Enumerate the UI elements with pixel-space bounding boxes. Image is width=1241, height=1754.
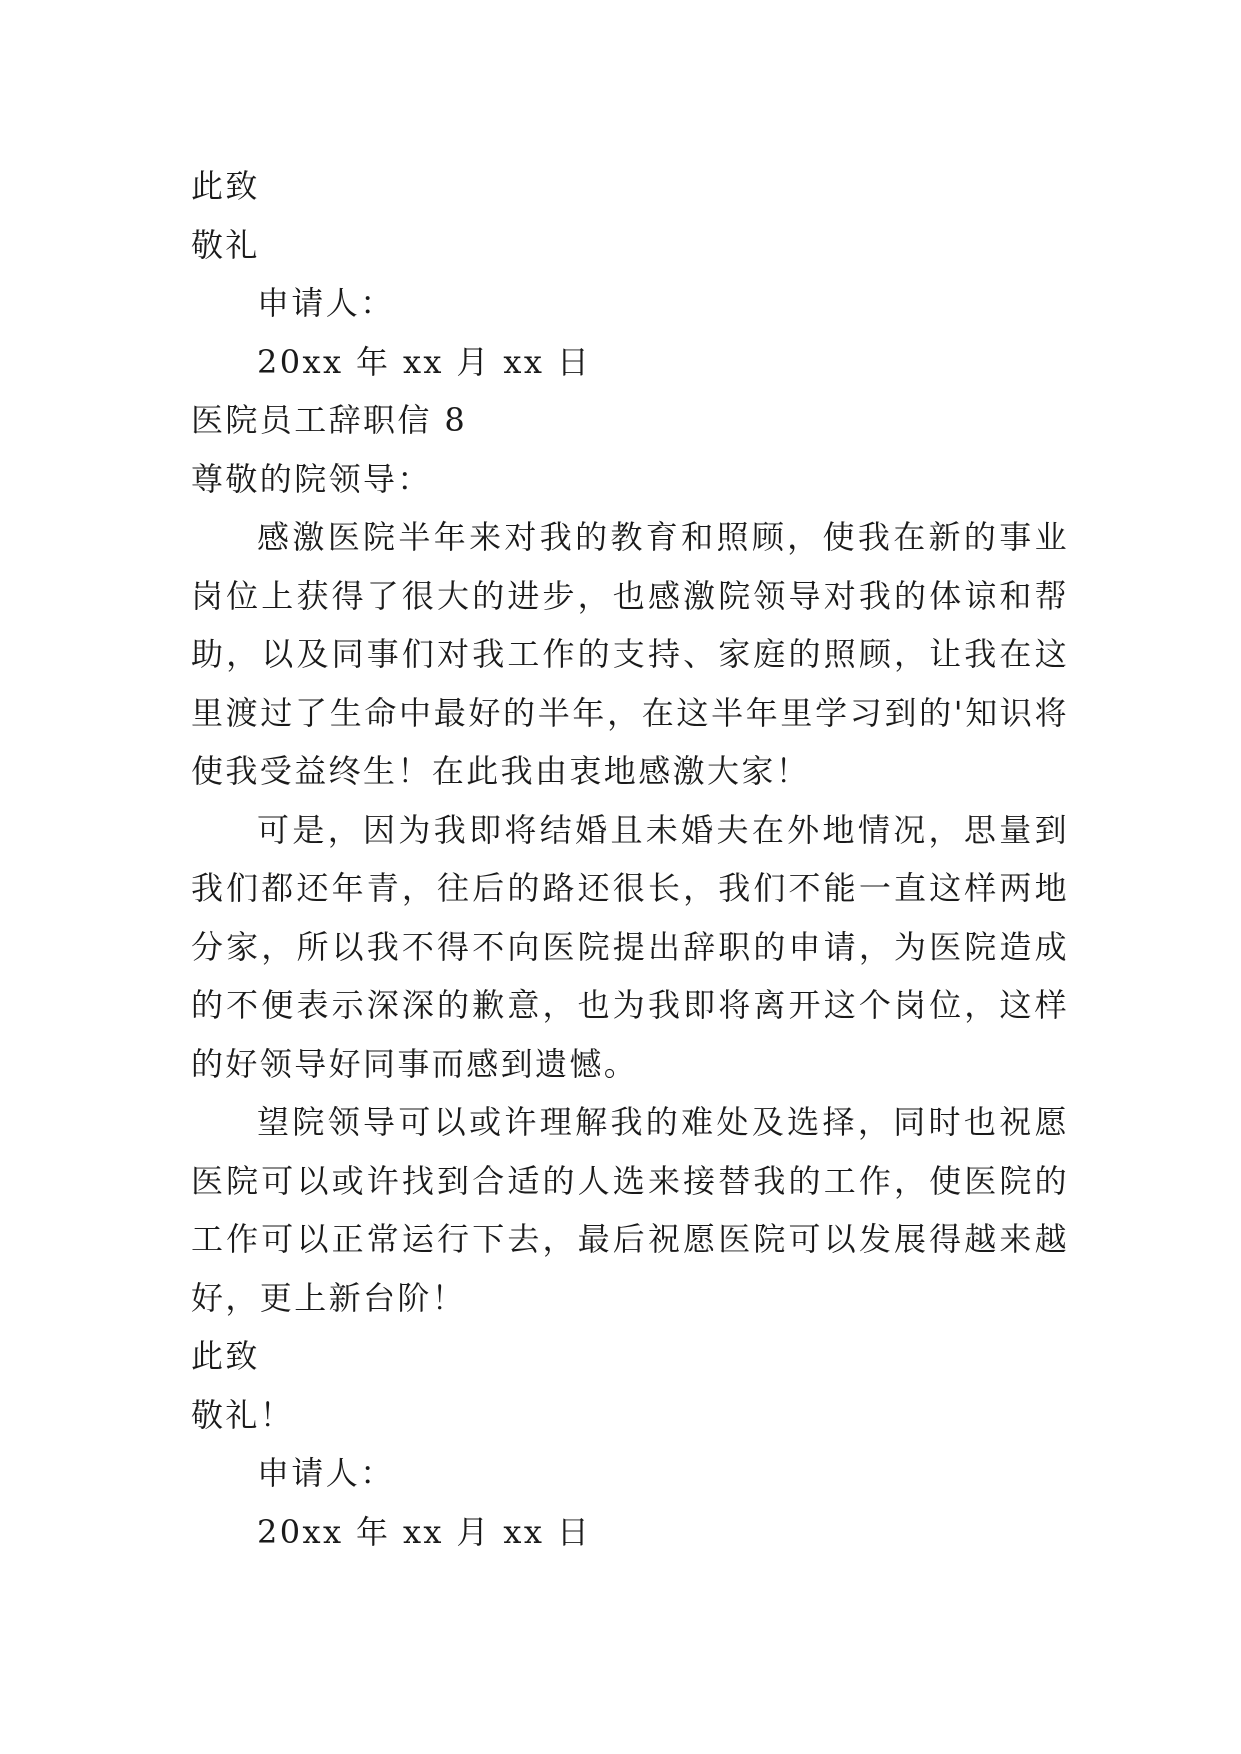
- closing-salutation: 此致: [191, 167, 260, 205]
- letter-title: 医院员工辞职信 8: [191, 401, 468, 439]
- signature-date-2: 20xx 年 xx 月 xx 日: [257, 1512, 592, 1551]
- letter-body: [191, 157, 1081, 1561]
- body-paragraph-2: 可是，因为我即将结婚且未婚夫在外地情况，思量到我们都还年青，往后的路还很长，我们不能一直这样两地分家，所以我不得不向医院提出辞职的申请，为医院造成的不便表示深深的歉意，也为我即将离开这个岗位，这样的好领导好同事而感到遗憾。: [191, 810, 1069, 1083]
- closing-regards: 敬礼: [191, 225, 260, 264]
- body-paragraph-3: 望院领导可以或许理解我的难处及选择，同时也祝愿医院可以或许找到合适的人选来接替我的工作，使医院的工作可以正常运行下去，最后祝愿医院可以发展得越来越好，更上新台阶！: [191, 1103, 1069, 1317]
- letter-greeting: 尊敬的院领导：: [191, 459, 432, 498]
- closing-salutation-2: 此致: [191, 1337, 260, 1375]
- applicant-label-2: 申请人：: [257, 1454, 395, 1492]
- body-paragraph-1: 感激医院半年来对我的教育和照顾，使我在新的事业岗位上获得了很大的进步，也感激院领导对我的体谅和帮助，以及同事们对我工作的支持、家庭的照顾，让我在这里渡过了生命中最好的半年，在这半年里学习到的'知识将使我受益终生！在此我由衷地感激大家！: [191, 518, 1069, 790]
- applicant-label: 申请人：: [257, 284, 395, 322]
- closing-regards-2: 敬礼！: [191, 1395, 295, 1434]
- signature-date: 20xx 年 xx 月 xx 日: [257, 342, 592, 381]
